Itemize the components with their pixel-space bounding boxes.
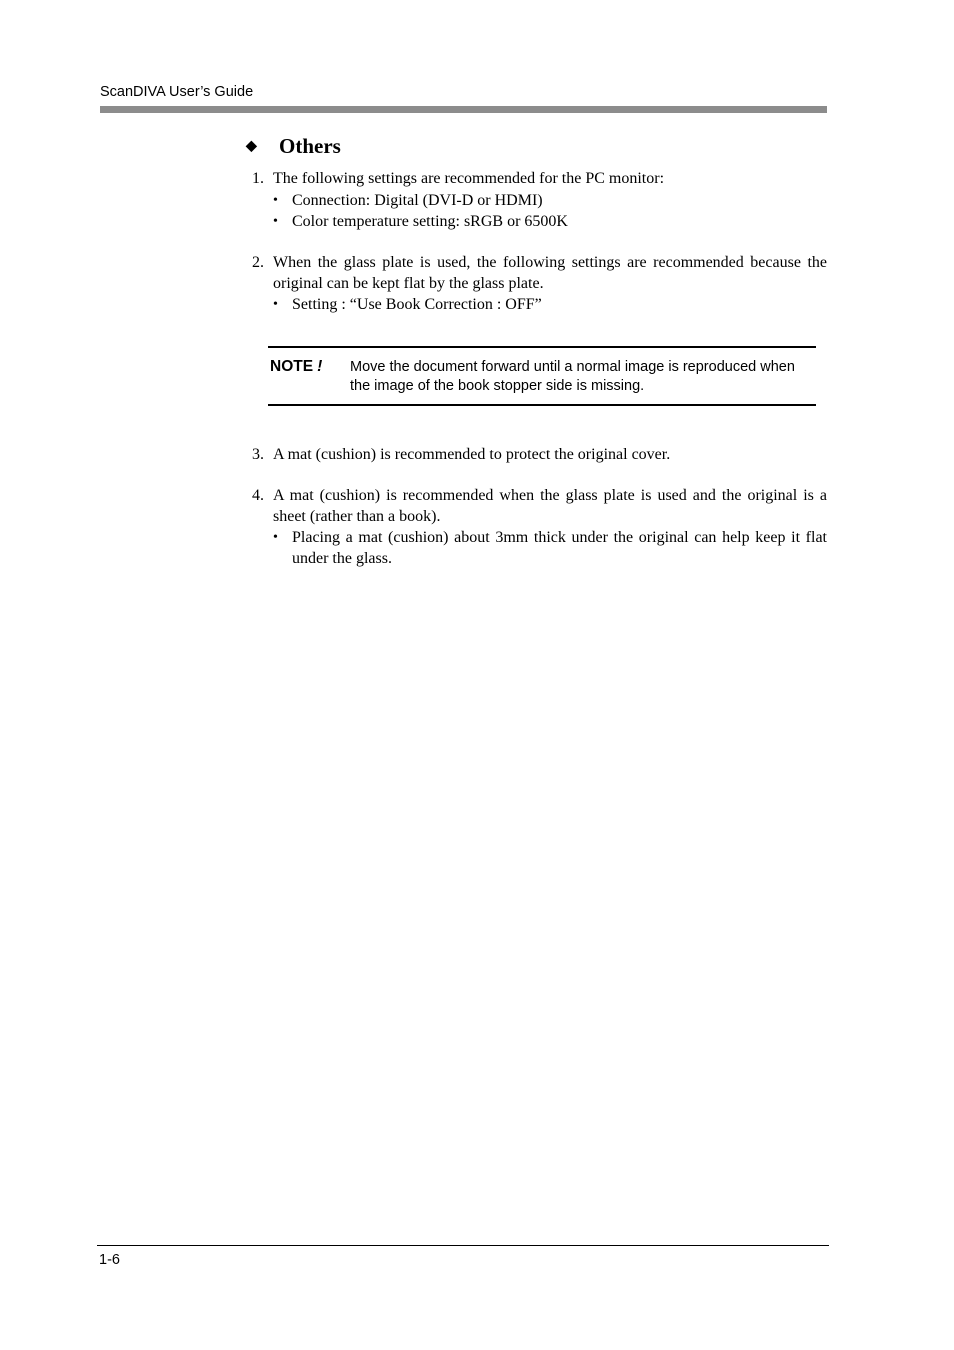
item-number: 3. [252, 446, 264, 463]
item-text: When the glass plate is used, the following settings are recommended because the original can be kept flat by the glass plate. [273, 254, 827, 292]
header-bar [100, 106, 827, 113]
list-item-4 [252, 486, 827, 569]
item-number: 2. [252, 254, 264, 271]
footer-rule [97, 1245, 829, 1246]
bullet-dot-icon: • [273, 297, 278, 312]
note-label-text: NOTE [270, 358, 314, 375]
bullet-text: Setting : “Use Book Correction : OFF” [292, 296, 542, 313]
item-text: The following settings are recommended for the PC monitor: [273, 170, 665, 187]
running-header: ScanDIVA User’s Guide [100, 84, 254, 100]
bullet-dot-icon: • [273, 530, 278, 545]
list-item-2 [252, 253, 827, 316]
bullet-text: Color temperature setting: sRGB or 6500K [292, 213, 568, 230]
section-heading-text: Others [279, 134, 341, 158]
section-heading [246, 134, 341, 159]
bullet-dot-icon: • [273, 192, 278, 208]
note-label [270, 358, 322, 376]
page-number: 1-6 [99, 1252, 120, 1268]
list-item-3 [252, 445, 827, 466]
bullet-item [273, 528, 827, 569]
bullet-text: Connection: Digital (DVI-D or HDMI) [292, 191, 543, 209]
diamond-bullet-icon: ◆ [246, 139, 257, 154]
item-number: 4. [252, 487, 264, 504]
note-exclamation: ! [317, 358, 323, 375]
bullet-item [273, 212, 827, 233]
list-item-1 [252, 169, 827, 233]
item-text: A mat (cushion) is recommended to protect the original cover. [273, 446, 671, 463]
item-number: 1. [252, 170, 264, 187]
note-text: Move the document forward until a normal image is reproduced when the image of the book stopper side is missing. [350, 359, 795, 394]
item-text: A mat (cushion) is recommended when the glass plate is used and the original is a sheet (rather than a book). [273, 487, 827, 525]
bullet-item [273, 295, 827, 316]
bullet-dot-icon: • [273, 214, 278, 229]
bullet-item [273, 191, 827, 212]
bullet-text: Placing a mat (cushion) about 3mm thick under the original can help keep it flat under the glass. [292, 529, 827, 567]
note-box [268, 346, 816, 406]
